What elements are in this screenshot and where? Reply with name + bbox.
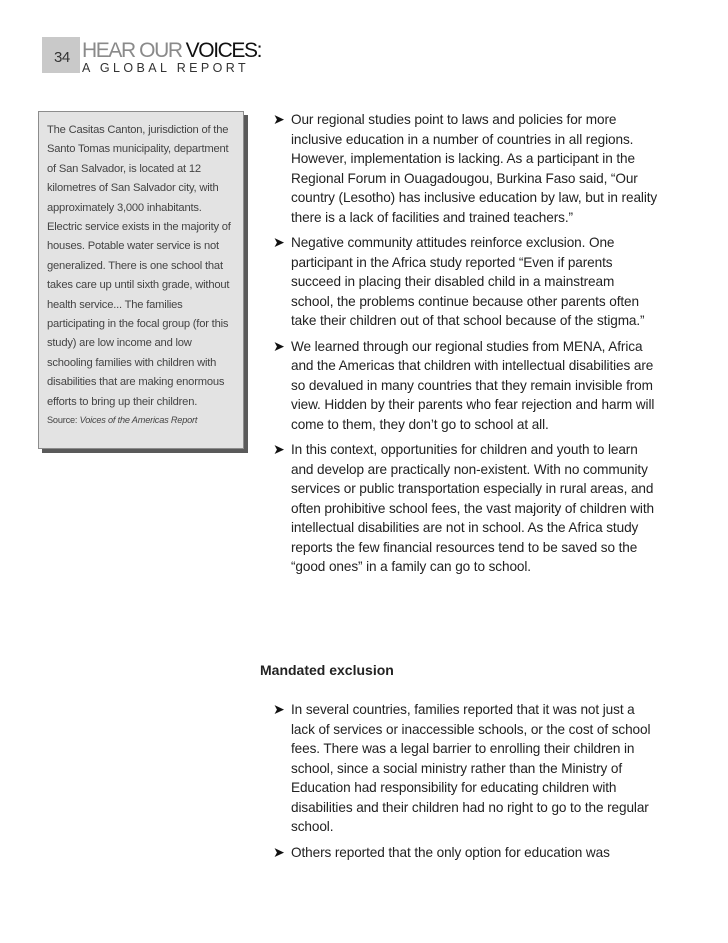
section-heading: Mandated exclusion bbox=[260, 662, 394, 678]
bullet-text: Others reported that the only option for education was bbox=[291, 844, 610, 860]
arrow-bullet-icon: ➤ bbox=[273, 441, 285, 457]
bullet-item bbox=[269, 843, 659, 863]
arrow-bullet-icon: ➤ bbox=[273, 843, 285, 860]
sidebar-text: The Casitas Canton, jurisdiction of the Santo Tomas municipality, department of San Salvador, is located at 12 kilometres of San Salvador city, with approximately 3,000 inhabitants. Electric service exists in the majority of houses. Potable water service is not generalized. There is one school that takes care up until sixth grade, without health service... The families participating in the focal group (for this study) are low income and low schooling families with children with disabilities that are making enormous efforts to bring up their children. bbox=[47, 124, 231, 408]
page-header bbox=[42, 37, 282, 77]
report-title bbox=[82, 40, 261, 62]
bullet-item bbox=[269, 440, 659, 577]
bullet-item bbox=[269, 700, 659, 837]
arrow-bullet-icon: ➤ bbox=[273, 111, 285, 127]
main-column bbox=[269, 110, 659, 583]
arrow-bullet-icon: ➤ bbox=[273, 234, 285, 250]
bullet-text: Negative community attitudes reinforce exclusion. One participant in the Africa study reported “Even if parents succeed in placing their disabled child in a mainstream school, the problems continue because other parents often take their children out of that school because of the stigma.” bbox=[291, 235, 645, 328]
page-number: 34 bbox=[54, 49, 70, 66]
arrow-bullet-icon: ➤ bbox=[273, 337, 285, 354]
page-number-block bbox=[42, 37, 80, 73]
source-label: Source: bbox=[47, 415, 78, 426]
bullet-list-mandated bbox=[269, 700, 659, 862]
report-title-light: HEAR OUR bbox=[82, 39, 182, 62]
bullet-list bbox=[269, 110, 659, 577]
bullet-item bbox=[269, 233, 659, 331]
source-title: Voices of the Americas Report bbox=[79, 415, 198, 426]
bullet-text: We learned through our regional studies from MENA, Africa and the Americas that children with intellectual disabilities are so devalued in many countries that they remain invisible from view. Hidden by their parents who fear rejection and harm will come to them, they don’t go to school at all. bbox=[291, 338, 655, 432]
section-bullet-list bbox=[269, 700, 659, 868]
report-title-strong: VOICES: bbox=[185, 39, 262, 62]
report-subtitle: A GLOBAL REPORT bbox=[82, 61, 250, 75]
bullet-text: Our regional studies point to laws and policies for more inclusive education in a number of countries in all regions. However, implementation is lacking. As a participant in the Regional Forum in Ouagadougou, Burkina Faso said, “Our country (Lesotho) has inclusive education by law, but in reality there is a lack of facilities and trained teachers.” bbox=[291, 112, 658, 225]
sidebar-source bbox=[47, 413, 237, 427]
bullet-text: In several countries, families reported that it was not just a lack of services or inaccessible schools, or the cost of school fees. There was a legal barrier to enrolling their children in school, since a social ministry rather than the Ministry of Education had responsibility for educating children with disabilities and their children had no right to go to the regular school. bbox=[291, 702, 651, 834]
bullet-item bbox=[269, 337, 659, 435]
arrow-bullet-icon: ➤ bbox=[273, 701, 285, 717]
bullet-item bbox=[269, 110, 659, 227]
bullet-text: In this context, opportunities for children and youth to learn and develop are practically non-existent. With no community services or public transportation especially in rural areas, and often prohibitive school fees, the vast majority of children with intellectual disabilities are not in school. As the Africa study reports the few financial resources tend to be saved so the “good ones” in a family can go to school. bbox=[291, 442, 654, 574]
sidebar-box bbox=[38, 111, 244, 449]
